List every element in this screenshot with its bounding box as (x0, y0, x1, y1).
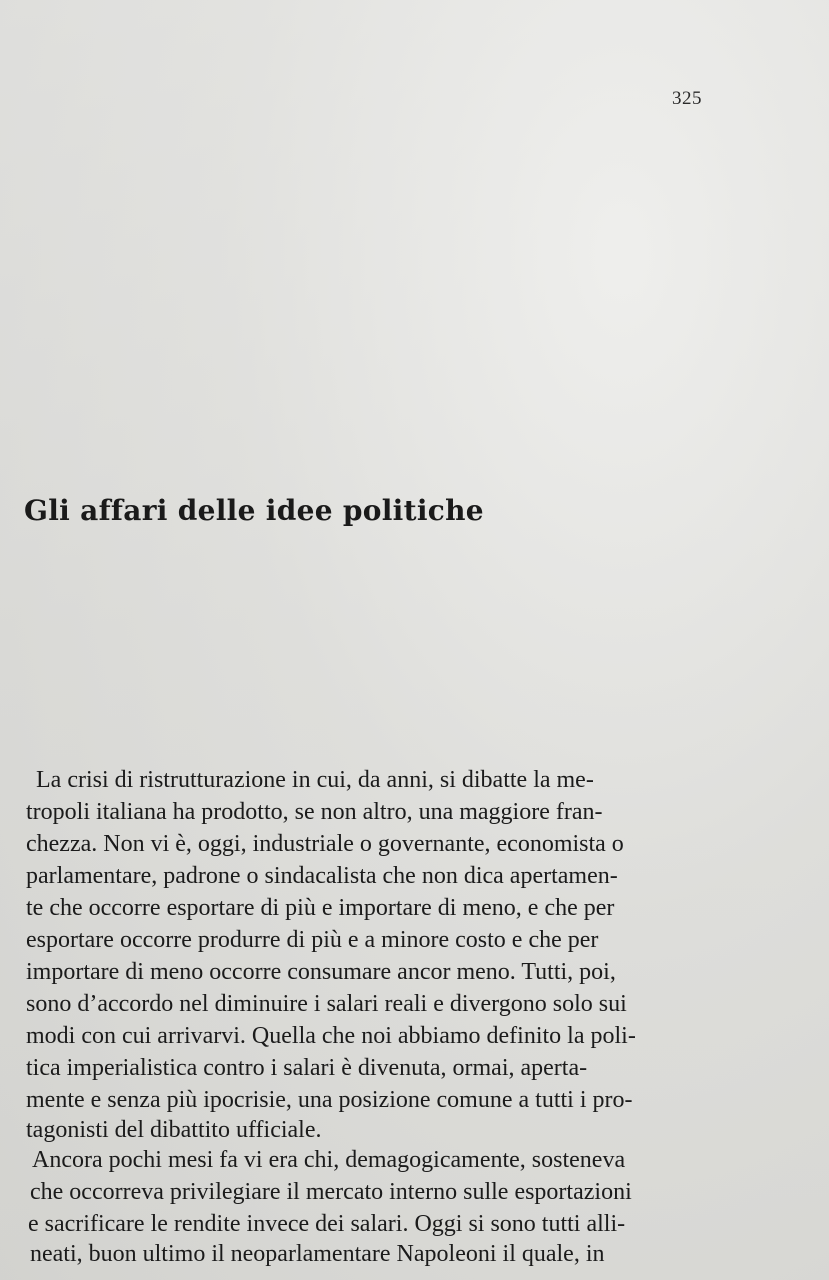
text-line: La crisi di ristrutturazione in cui, da anni, si dibatte la me- (36, 767, 594, 793)
text-line: che occorreva privilegiare il mercato interno sulle esportazioni (30, 1179, 632, 1205)
text-line: tagonisti del dibattito ufficiale. (26, 1117, 322, 1143)
text-line: importare di meno occorre consumare ancor meno. Tutti, poi, (26, 959, 616, 985)
page-number: 325 (672, 88, 702, 109)
text-line: chezza. Non vi è, oggi, industriale o governante, economista o (26, 831, 624, 857)
text-line: modi con cui arrivarvi. Quella che noi abbiamo definito la poli- (26, 1023, 636, 1049)
text-line: sono d’accordo nel diminuire i salari reali e divergono solo sui (26, 991, 627, 1017)
text-line: e sacrificare le rendite invece dei salari. Oggi si sono tutti alli- (28, 1211, 626, 1237)
text-line: neati, buon ultimo il neoparlamentare Napoleoni il quale, in (30, 1241, 605, 1267)
text-line: parlamentare, padrone o sindacalista che non dica apertamen- (26, 863, 618, 889)
chapter-title: Gli affari delle idee politiche (24, 494, 484, 527)
text-line: tropoli italiana ha prodotto, se non altro, una maggiore fran- (26, 799, 603, 825)
text-line: te che occorre esportare di più e importare di meno, e che per (26, 895, 615, 921)
text-line: Ancora pochi mesi fa vi era chi, demagogicamente, sosteneva (32, 1147, 626, 1173)
text-line: tica imperialistica contro i salari è divenuta, ormai, aperta- (26, 1055, 588, 1081)
text-line: mente e senza più ipocrisie, una posizione comune a tutti i pro- (26, 1087, 633, 1113)
text-line: esportare occorre produrre di più e a minore costo e che per (26, 927, 599, 953)
